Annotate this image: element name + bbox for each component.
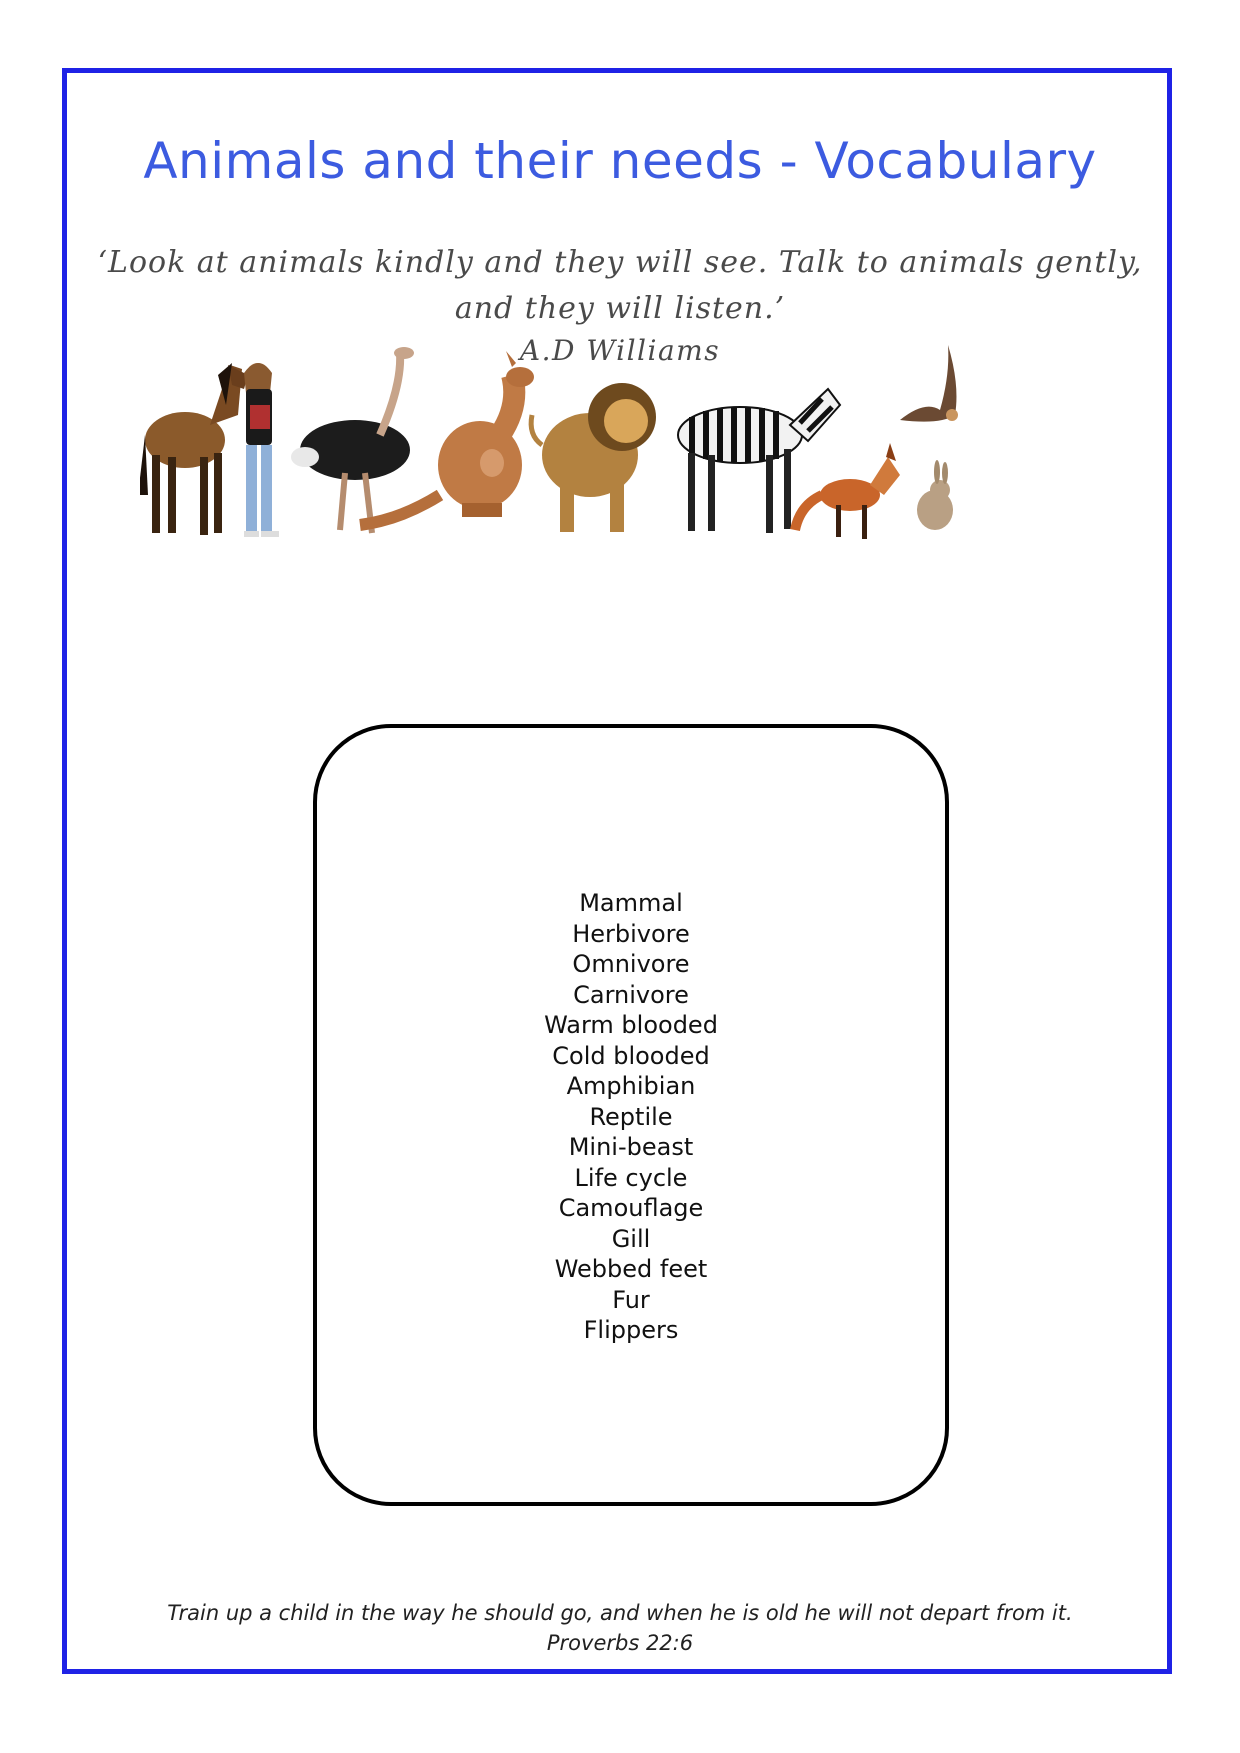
fox-image (795, 443, 900, 539)
bat-image (900, 345, 958, 422)
list-item: Fur (612, 1285, 650, 1314)
girl-image (244, 363, 279, 537)
list-item: Mini-beast (568, 1133, 694, 1161)
lion-image (531, 383, 656, 532)
list-item: Webbed feet (554, 1255, 708, 1283)
list-item: Camouflage (558, 1194, 704, 1222)
list-item: Warm blooded (544, 1011, 718, 1039)
footer (0, 1598, 1240, 1658)
footer-reference: Proverbs 22:6 (546, 1631, 694, 1655)
animals-illustration (140, 345, 1080, 565)
list-item: Herbivore (572, 919, 690, 948)
list-item: Mammal (579, 889, 683, 917)
quote-author: A.D Williams (519, 334, 721, 367)
quote-text: ‘Look at animals kindly and they will see. Talk to animals gently, and they will listen.’ (97, 245, 1143, 326)
rabbit-image (917, 460, 953, 530)
list-item: Omnivore (572, 950, 690, 978)
list-item: Amphibian (566, 1072, 696, 1100)
zebra-image (678, 389, 840, 533)
list-item: Cold blooded (552, 1041, 710, 1070)
list-item: Life cycle (574, 1163, 688, 1192)
list-item: Carnivore (573, 980, 689, 1009)
vocabulary-list (313, 888, 949, 1346)
footer-verse: Train up a child in the way he should go, and when he is old he will not depart from it. (167, 1601, 1073, 1625)
list-item: Flippers (583, 1316, 679, 1344)
page-title: Animals and their needs - Vocabulary (143, 132, 1097, 190)
list-item: Reptile (589, 1102, 673, 1131)
horse-image (140, 363, 248, 535)
list-item: Gill (611, 1224, 651, 1253)
ostrich-image (291, 347, 414, 533)
